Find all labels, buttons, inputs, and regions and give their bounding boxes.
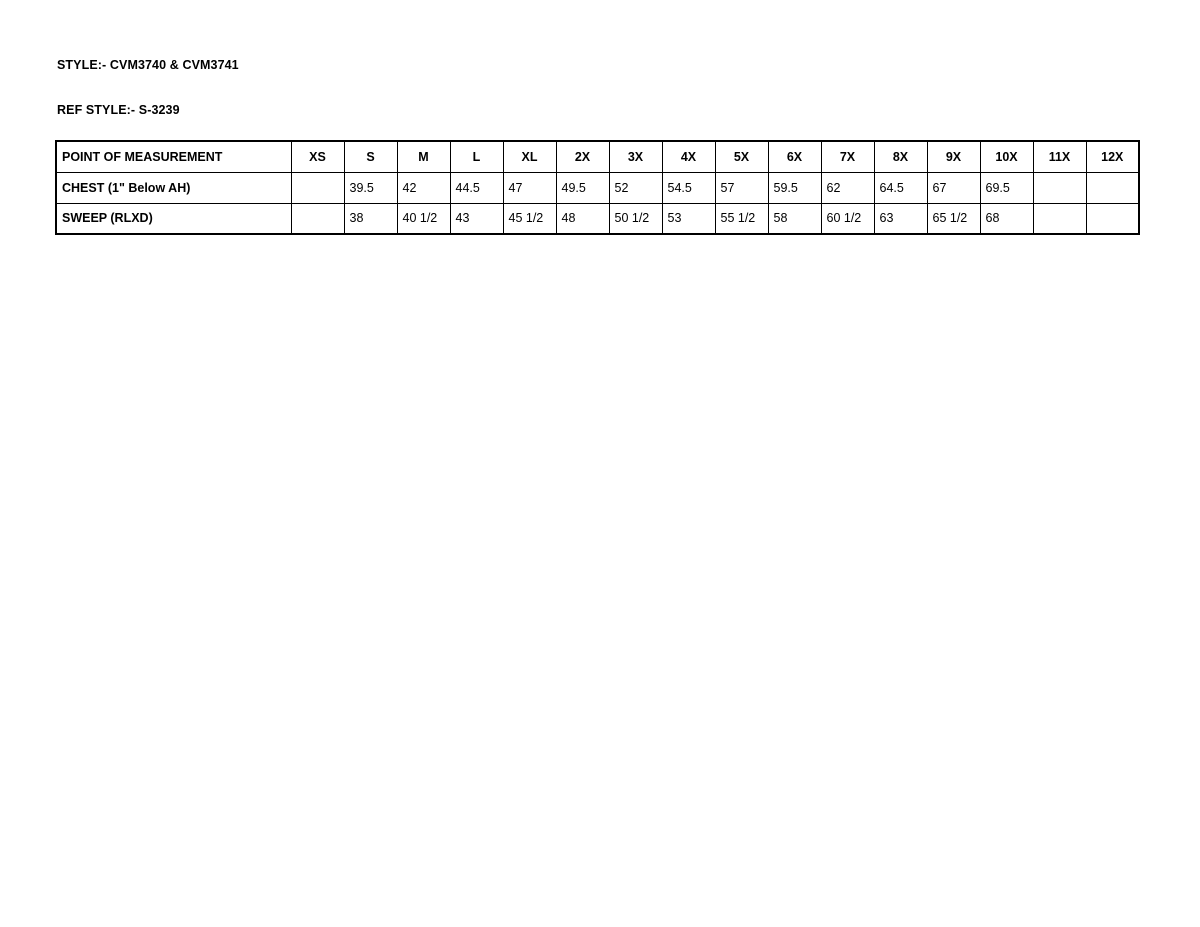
header-size-s: S: [344, 141, 397, 172]
row-label-sweep: SWEEP (RLXD): [56, 203, 291, 234]
cell-chest-5x: 57: [715, 172, 768, 203]
cell-sweep-8x: 63: [874, 203, 927, 234]
header-size-12x: 12X: [1086, 141, 1139, 172]
cell-chest-l: 44.5: [450, 172, 503, 203]
ref-style-heading: REF STYLE:- S-3239: [57, 103, 180, 117]
cell-chest-xs: [291, 172, 344, 203]
cell-sweep-s: 38: [344, 203, 397, 234]
cell-sweep-11x: [1033, 203, 1086, 234]
cell-chest-10x: 69.5: [980, 172, 1033, 203]
cell-chest-xl: 47: [503, 172, 556, 203]
cell-sweep-5x: 55 1/2: [715, 203, 768, 234]
table-row: [56, 203, 1139, 234]
header-size-5x: 5X: [715, 141, 768, 172]
header-size-2x: 2X: [556, 141, 609, 172]
cell-sweep-3x: 50 1/2: [609, 203, 662, 234]
cell-chest-12x: [1086, 172, 1139, 203]
cell-chest-2x: 49.5: [556, 172, 609, 203]
cell-sweep-xl: 45 1/2: [503, 203, 556, 234]
cell-sweep-2x: 48: [556, 203, 609, 234]
header-point-of-measurement: POINT OF MEASUREMENT: [56, 141, 291, 172]
cell-sweep-9x: 65 1/2: [927, 203, 980, 234]
cell-sweep-m: 40 1/2: [397, 203, 450, 234]
header-size-8x: 8X: [874, 141, 927, 172]
cell-chest-8x: 64.5: [874, 172, 927, 203]
cell-sweep-xs: [291, 203, 344, 234]
header-size-7x: 7X: [821, 141, 874, 172]
header-size-xs: XS: [291, 141, 344, 172]
cell-chest-4x: 54.5: [662, 172, 715, 203]
header-size-l: L: [450, 141, 503, 172]
cell-chest-11x: [1033, 172, 1086, 203]
header-size-m: M: [397, 141, 450, 172]
header-size-9x: 9X: [927, 141, 980, 172]
header-size-3x: 3X: [609, 141, 662, 172]
header-size-10x: 10X: [980, 141, 1033, 172]
cell-sweep-6x: 58: [768, 203, 821, 234]
cell-sweep-7x: 60 1/2: [821, 203, 874, 234]
row-label-chest: CHEST (1" Below AH): [56, 172, 291, 203]
cell-sweep-4x: 53: [662, 203, 715, 234]
cell-chest-s: 39.5: [344, 172, 397, 203]
cell-chest-3x: 52: [609, 172, 662, 203]
header-size-4x: 4X: [662, 141, 715, 172]
cell-sweep-10x: 68: [980, 203, 1033, 234]
cell-chest-6x: 59.5: [768, 172, 821, 203]
cell-chest-7x: 62: [821, 172, 874, 203]
cell-chest-9x: 67: [927, 172, 980, 203]
table-row: [56, 172, 1139, 203]
cell-sweep-l: 43: [450, 203, 503, 234]
header-size-6x: 6X: [768, 141, 821, 172]
table-header-row: [56, 141, 1139, 172]
header-size-11x: 11X: [1033, 141, 1086, 172]
measurement-table: [55, 140, 1140, 235]
header-size-xl: XL: [503, 141, 556, 172]
cell-sweep-12x: [1086, 203, 1139, 234]
cell-chest-m: 42: [397, 172, 450, 203]
style-heading: STYLE:- CVM3740 & CVM3741: [57, 58, 239, 72]
